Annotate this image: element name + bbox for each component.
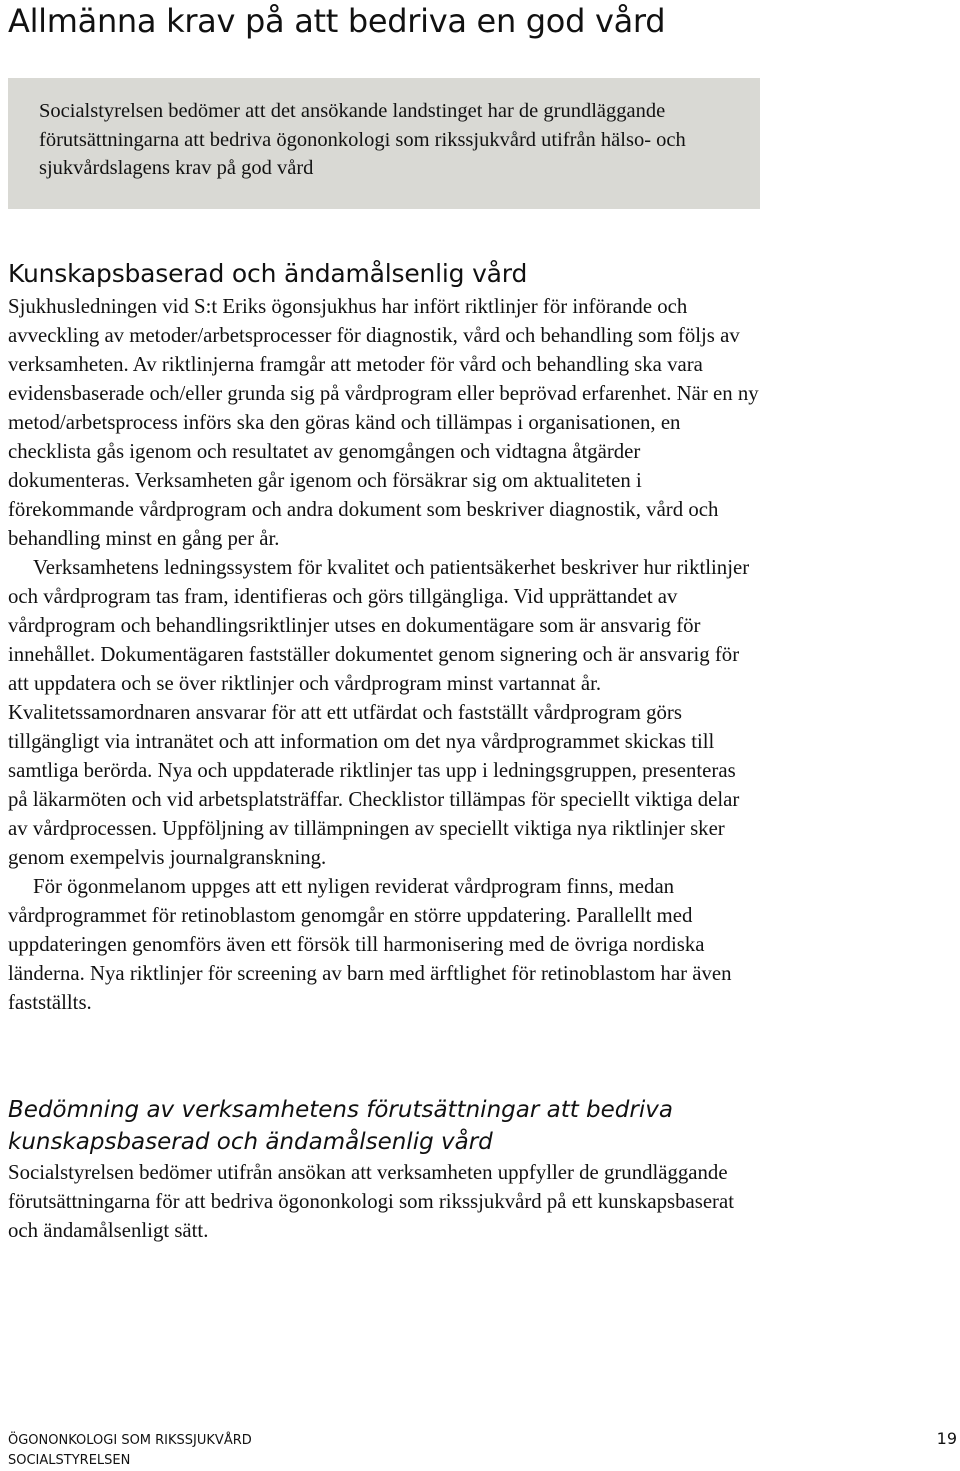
summary-text: Socialstyrelsen bedömer att det ansökande landstinget har de grundläggande förutsättningarna att bedriva ögononkologi som rikssjukvård utifrån hälso- och sjukvårdslagens krav på god vård: [39, 100, 686, 179]
page-title: Allmänna krav på att bedriva en god vård: [8, 2, 666, 40]
body-paragraph-1: Sjukhusledningen vid S:t Eriks ögonsjukhus har infört riktlinjer för införande och avveckling av metoder/arbetsprocesser för diagnostik, vård och behandling som följs av verksamheten. Av riktlinjerna framgår att metoder för vård och behandling ska vara evidensbaserade och/eller grunda sig på vårdprogram eller beprövad erfarenhet. När en ny metod/arbetsprocess införs ska den göras känd och tillämpas i organisationen, en checklista gås igenom och resultatet av genomgången och vidtagna åtgärder dokumenteras. Verksamheten går igenom och försäkrar sig om aktualiteten i förekommande vårdprogram och andra dokument som beskriver diagnostik, vård och behandling minst en gång per år.: [8, 295, 759, 550]
section-body: [8, 292, 760, 1017]
body-paragraph-3: För ögonmelanom uppges att ett nyligen reviderat vårdprogram finns, medan vårdprogrammet för retinoblastom genomgår en större uppdatering. Parallellt med uppdateringen genomförs även ett försök till harmonisering med de övriga nordiska länderna. Nya riktlinjer för screening av barn med ärftlighet för retinoblastom har även fastställts.: [8, 875, 732, 1014]
summary-box: [8, 78, 760, 209]
footer-title: ÖGONONKOLOGI SOM RIKSSJUKVÅRD: [8, 1433, 252, 1448]
page-number: 19: [936, 1429, 957, 1448]
footer-publisher: SOCIALSTYRELSEN: [8, 1453, 131, 1468]
assessment-heading: Bedömning av verksamhetens förutsättningar att bedriva kunskapsbaserad och ändamålsenlig vård: [8, 1097, 673, 1155]
body-paragraph-2: Verksamhetens ledningssystem för kvalitet och patientsäkerhet beskriver hur riktlinjer och vårdprogram tas fram, identifieras och görs tillgängliga. Vid upprättandet av vårdprogram och behandlingsriktlinjer utses en dokumentägare som är ansvarig för innehållet. Dokumentägaren fastställer dokumentet genom signering och är ansvarig för att uppdatera och se över riktlinjer och vårdprogram minst vartannat år. Kvalitetssamordnaren ansvarar för att ett utfärdat och fastställt vårdprogram görs tillgängligt via intranätet och att information om det nya vårdprogrammet skickas till samtliga berörda. Nya och uppdaterade riktlinjer tas upp i ledningsgruppen, presenteras på läkarmöten och vid arbetsplatsträffar. Checklistor tillämpas för speciellt viktiga delar av vårdprocessen. Uppföljning av tillämpningen av speciellt viktiga nya riktlinjer sker genom exempelvis journalgranskning.: [8, 556, 750, 869]
assessment-text: Socialstyrelsen bedömer utifrån ansökan att verksamheten uppfyller de grundläggande förutsättningarna för att bedriva ögononkologi som rikssjukvård på ett kunskapsbaserat och ändamålsenligt sätt.: [8, 1161, 734, 1242]
page-footer: [8, 1431, 252, 1471]
section-heading: Kunskapsbaserad och ändamålsenlig vård: [8, 259, 528, 288]
